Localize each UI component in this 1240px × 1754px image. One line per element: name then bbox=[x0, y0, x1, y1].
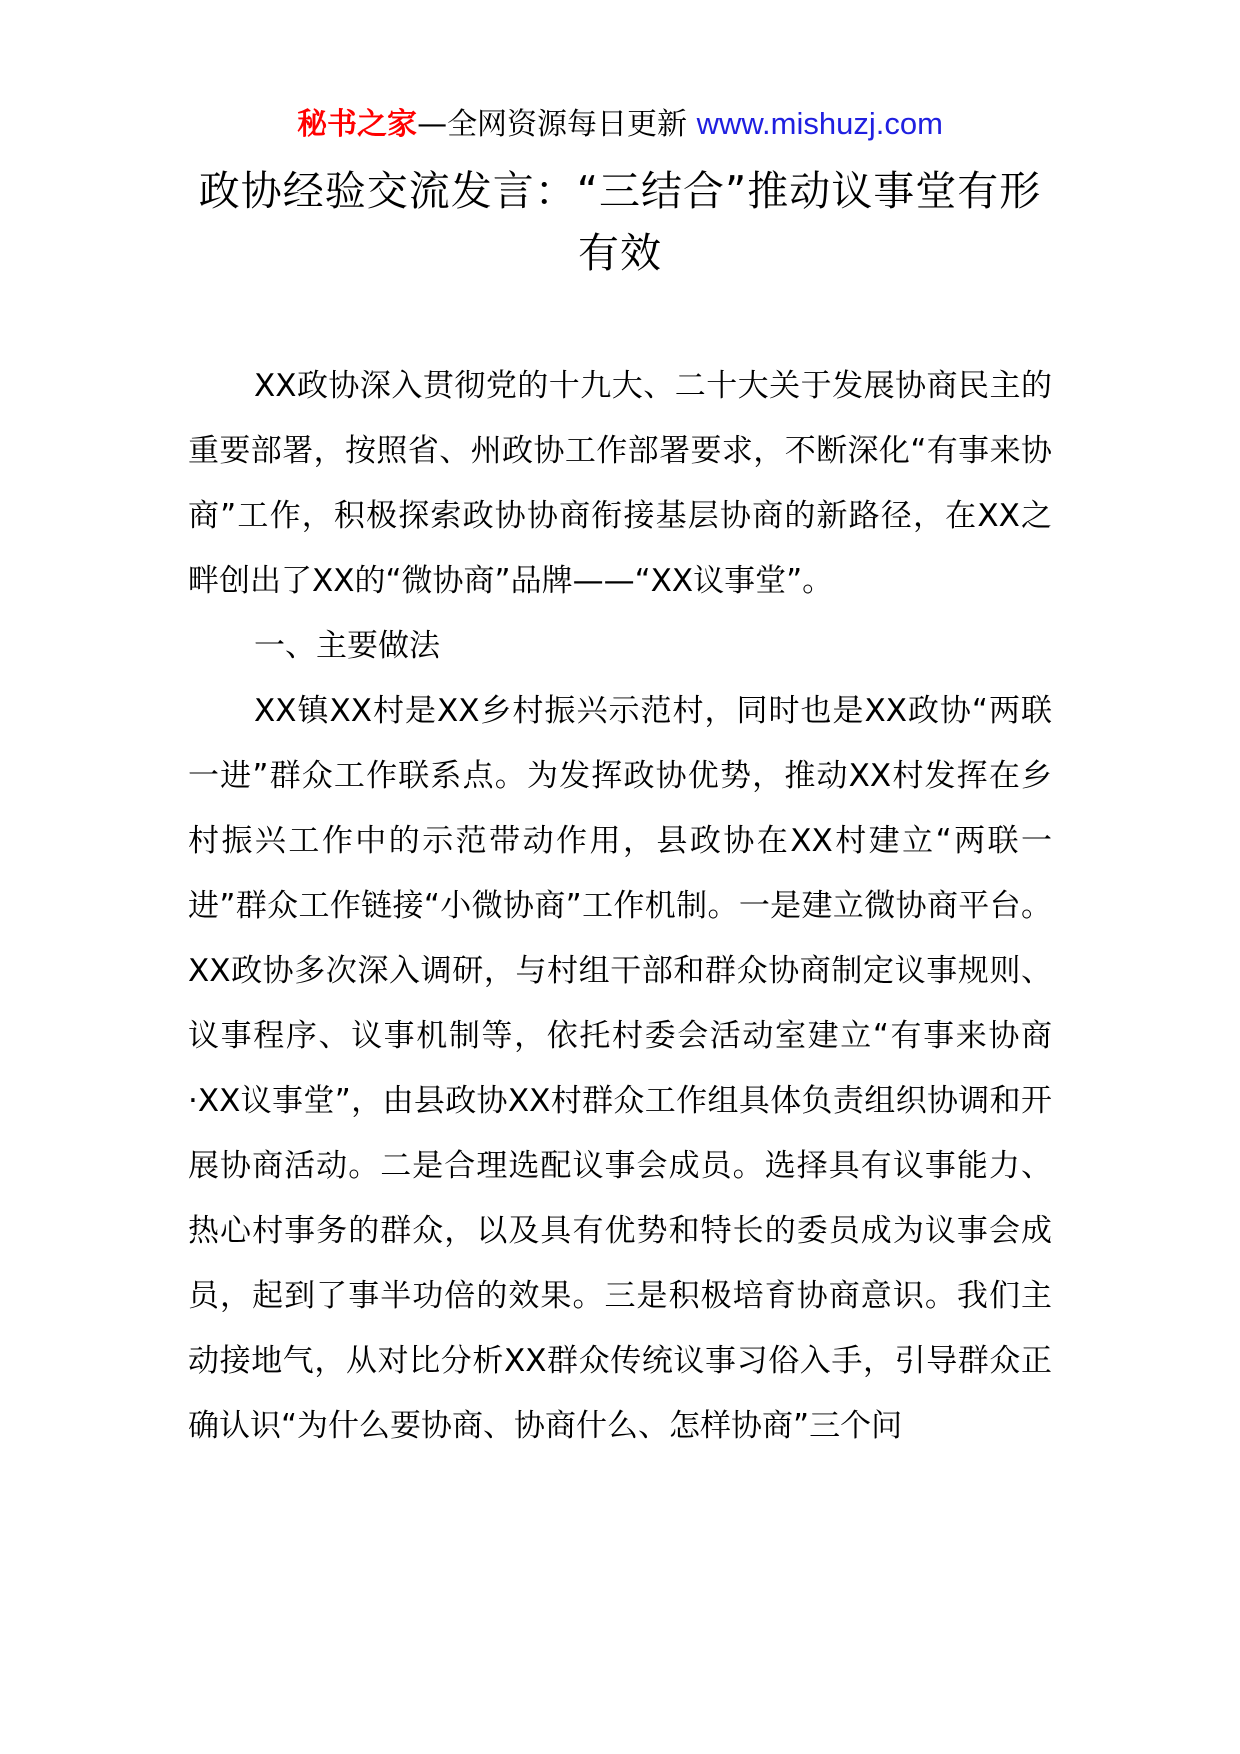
site-header bbox=[0, 102, 1240, 147]
brand-name: 秘书之家 bbox=[297, 107, 418, 142]
document-body bbox=[188, 354, 1052, 1459]
body-paragraph: XX镇XX村是XX乡村振兴示范村，同时也是XX政协“两联一进”群众工作联系点。为发挥政协优势，推动XX村发挥在乡村振兴工作中的示范带动作用，县政协在XX村建立“两联一进”群众工作链接“小微协商”工作机制。一是建立微协商平台。XX政协多次深入调研，与村组干部和群众协商制定议事规则、议事程序、议事机制等，依托村委会活动室建立“有事来协商·XX议事堂”，由县政协XX村群众工作组具体负责组织协调和开展协商活动。二是合理选配议事会成员。选择具有议事能力、热心村事务的群众，以及具有优势和特长的委员成为议事会成员，起到了事半功倍的效果。三是积极培育协商意识。我们主动接地气，从对比分析XX群众传统议事习俗入手，引导群众正确认识“为什么要协商、协商什么、怎样协商”三个问 bbox=[188, 693, 1052, 1444]
intro-paragraph: XX政协深入贯彻党的十九大、二十大关于发展协商民主的重要部署，按照省、州政协工作部署要求，不断深化“有事来协商”工作，积极探索政协协商衔接基层协商的新路径，在XX之畔创出了XX的“微协商”品牌——“XX议事堂”。 bbox=[188, 368, 1052, 599]
site-url-link[interactable]: www.mishuzj.com bbox=[696, 106, 943, 141]
section-heading: 一、主要做法 bbox=[254, 628, 440, 664]
brand-slogan: —全网资源每日更新 bbox=[417, 107, 688, 142]
document-title: 政协经验交流发言：“三结合”推动议事堂有形有效 bbox=[198, 167, 1042, 277]
